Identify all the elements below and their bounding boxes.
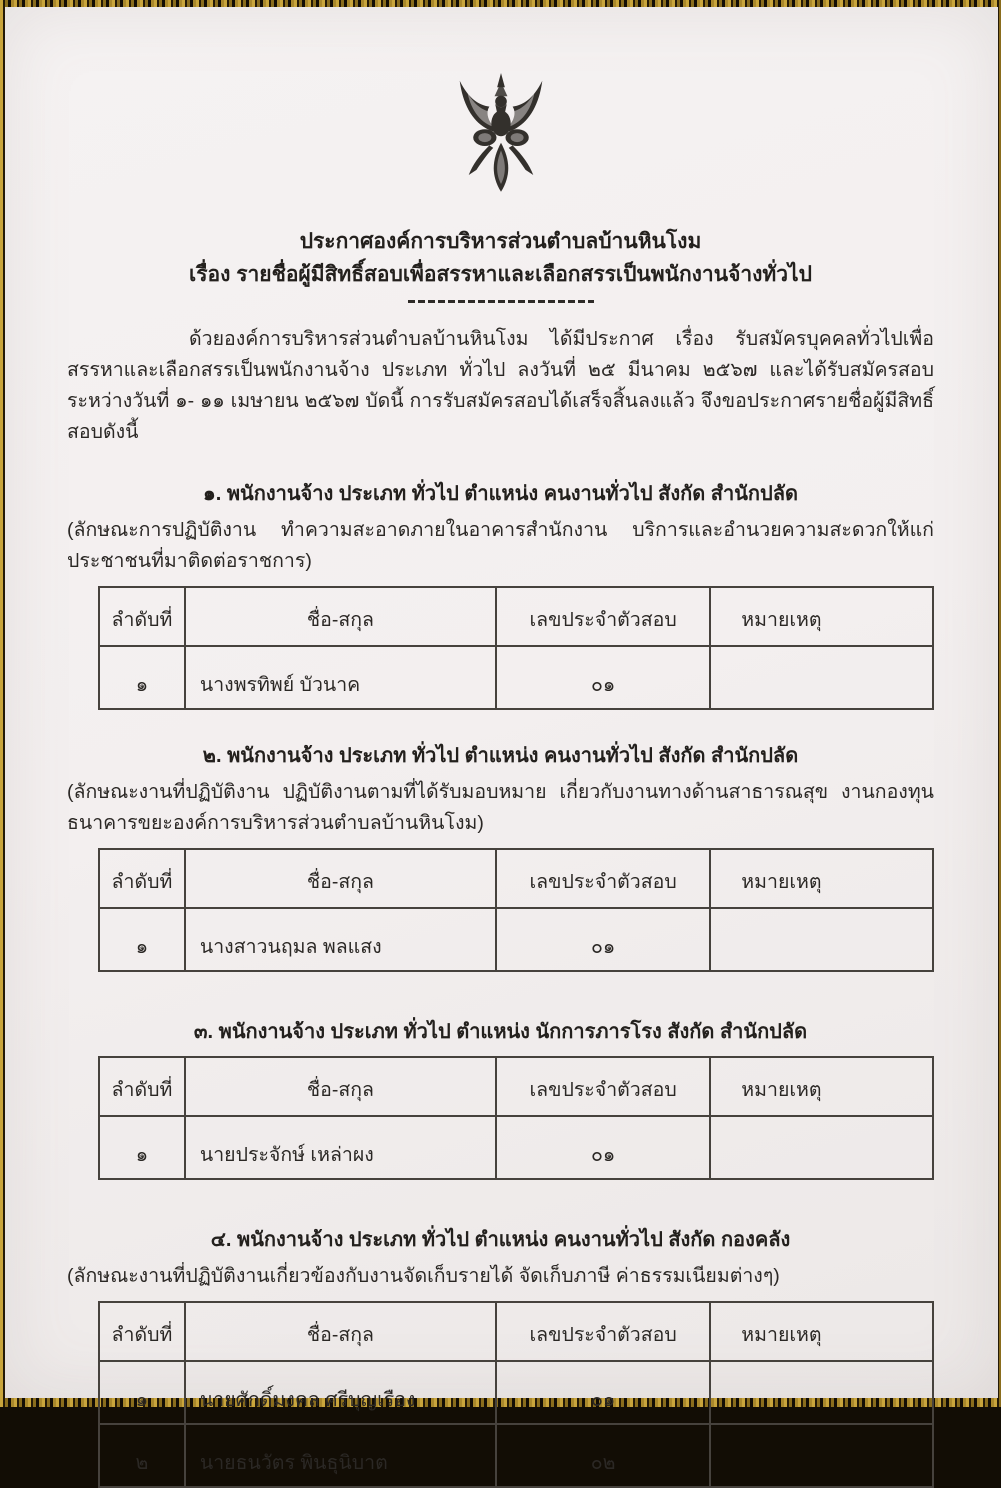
col-header-exam-no: เลขประจำตัวสอบ [496, 849, 710, 908]
candidates-table-1 [98, 586, 934, 710]
cell-no: ๑ [99, 646, 185, 709]
table-header-row [99, 849, 933, 908]
cell-name: นายธนวัตร พินธุนิบาต [185, 1424, 496, 1487]
section-4-heading: ๔. พนักงานจ้าง ประเภท ทั่วไป ตำแหน่ง คนงานทั่วไป สังกัด กองคลัง [210, 1229, 791, 1251]
cell-name: นางสาวนฤมล พลแสง [185, 908, 496, 971]
cell-remark [710, 1116, 933, 1179]
col-header-remark: หมายเหตุ [710, 587, 933, 646]
cell-no: ๑ [99, 1361, 185, 1424]
cell-no: ๑ [99, 1116, 185, 1179]
announcement-org-title: ประกาศองค์การบริหารส่วนตำบลบ้านหินโงม [299, 230, 702, 253]
section-4 [67, 1226, 934, 1488]
cell-no: ๑ [99, 908, 185, 971]
cell-exam-no: ๐๑ [496, 1116, 710, 1179]
separator-line [408, 300, 594, 303]
cell-exam-no: ๐๑ [496, 1361, 710, 1424]
table-header-row [99, 1302, 933, 1361]
section-2 [67, 742, 934, 972]
col-header-name: ชื่อ-สกุล [185, 587, 496, 646]
col-header-exam-no: เลขประจำตัวสอบ [496, 587, 710, 646]
cell-no: ๒ [99, 1424, 185, 1487]
cell-exam-no: ๐๑ [496, 908, 710, 971]
table-row [99, 1424, 933, 1487]
cell-remark [710, 646, 933, 709]
table-header-row [99, 1057, 933, 1116]
table-row [99, 646, 933, 709]
section-1-description: (ลักษณะการปฏิบัติงาน ทำความสะอาดภายในอาคารสำนักงาน บริการและอำนวยความสะดวกให้แก่ประชาชนที่มาติดต่อราชการ) [67, 519, 934, 572]
candidates-table-2 [98, 848, 934, 972]
cell-exam-no: ๐๑ [496, 646, 710, 709]
cell-name: นายศักดิ์มงคล ศรีบุญเรือง [185, 1361, 496, 1424]
candidates-table-4 [98, 1301, 934, 1488]
cell-exam-no: ๐๒ [496, 1424, 710, 1487]
col-header-name: ชื่อ-สกุล [185, 1057, 496, 1116]
section-2-description: (ลักษณะงานที่ปฏิบัติงาน ปฏิบัติงานตามที่ได้รับมอบหมาย เกี่ยวกับงานทางด้านสาธารณสุข งานกองทุนธนาคารขยะองค์การบริหารส่วนตำบลบ้านหินโงม) [67, 781, 934, 834]
cell-remark [710, 908, 933, 971]
section-2-heading: ๒. พนักงานจ้าง ประเภท ทั่วไป ตำแหน่ง คนงานทั่วไป สังกัด สำนักปลัด [202, 745, 799, 767]
garuda-emblem-icon [430, 67, 572, 203]
col-header-no: ลำดับที่ [99, 1057, 185, 1116]
section-3 [67, 1018, 934, 1180]
cell-name: นางพรทิพย์ บัวนาค [185, 646, 496, 709]
cell-remark [710, 1361, 933, 1424]
page-content [5, 7, 998, 1488]
col-header-remark: หมายเหตุ [710, 1057, 933, 1116]
table-header-row [99, 587, 933, 646]
col-header-no: ลำดับที่ [99, 849, 185, 908]
col-header-exam-no: เลขประจำตัวสอบ [496, 1302, 710, 1361]
candidates-table-3 [98, 1056, 934, 1180]
intro-paragraph: ด้วยองค์การบริหารส่วนตำบลบ้านหินโงม ได้มีประกาศ เรื่อง รับสมัครบุคคลทั่วไปเพื่อสรรหาและเลือกสรรเป็นพนักงานจ้าง ประเภท ทั่วไป ลงวันที่ ๒๕ มีนาคม ๒๕๖๗ และได้รับสมัครสอบระหว่างวันที่ ๑- ๑๑ เมษายน ๒๕๖๗ บัดนี้ การรับสมัครสอบได้เสร็จสิ้นลงแล้ว จึงขอประกาศรายชื่อผู้มีสิทธิ์สอบดังนี้ [67, 328, 934, 443]
col-header-exam-no: เลขประจำตัวสอบ [496, 1057, 710, 1116]
col-header-remark: หมายเหตุ [710, 1302, 933, 1361]
col-header-name: ชื่อ-สกุล [185, 1302, 496, 1361]
cell-remark [710, 1424, 933, 1487]
col-header-remark: หมายเหตุ [710, 849, 933, 908]
col-header-no: ลำดับที่ [99, 587, 185, 646]
cell-name: นายประจักษ์ เหล่าผง [185, 1116, 496, 1179]
table-row [99, 1116, 933, 1179]
table-row [99, 908, 933, 971]
emblem-container [67, 7, 934, 209]
section-3-heading: ๓. พนักงานจ้าง ประเภท ทั่วไป ตำแหน่ง นักการภารโรง สังกัด สำนักปลัด [193, 1021, 808, 1043]
section-4-description: (ลักษณะงานที่ปฏิบัติงานเกี่ยวข้องกับงานจัดเก็บรายได้ จัดเก็บภาษี ค่าธรรมเนียมต่างๆ) [67, 1265, 780, 1287]
col-header-name: ชื่อ-สกุล [185, 849, 496, 908]
document-page [5, 7, 998, 1474]
table-row [99, 1361, 933, 1424]
section-1 [67, 480, 934, 710]
announcement-subject-title: เรื่อง รายชื่อผู้มีสิทธิ์สอบเพื่อสรรหาและเลือกสรรเป็นพนักงานจ้างทั่วไป [189, 263, 812, 286]
col-header-no: ลำดับที่ [99, 1302, 185, 1361]
section-1-heading: ๑. พนักงานจ้าง ประเภท ทั่วไป ตำแหน่ง คนงานทั่วไป สังกัด สำนักปลัด [203, 483, 798, 505]
